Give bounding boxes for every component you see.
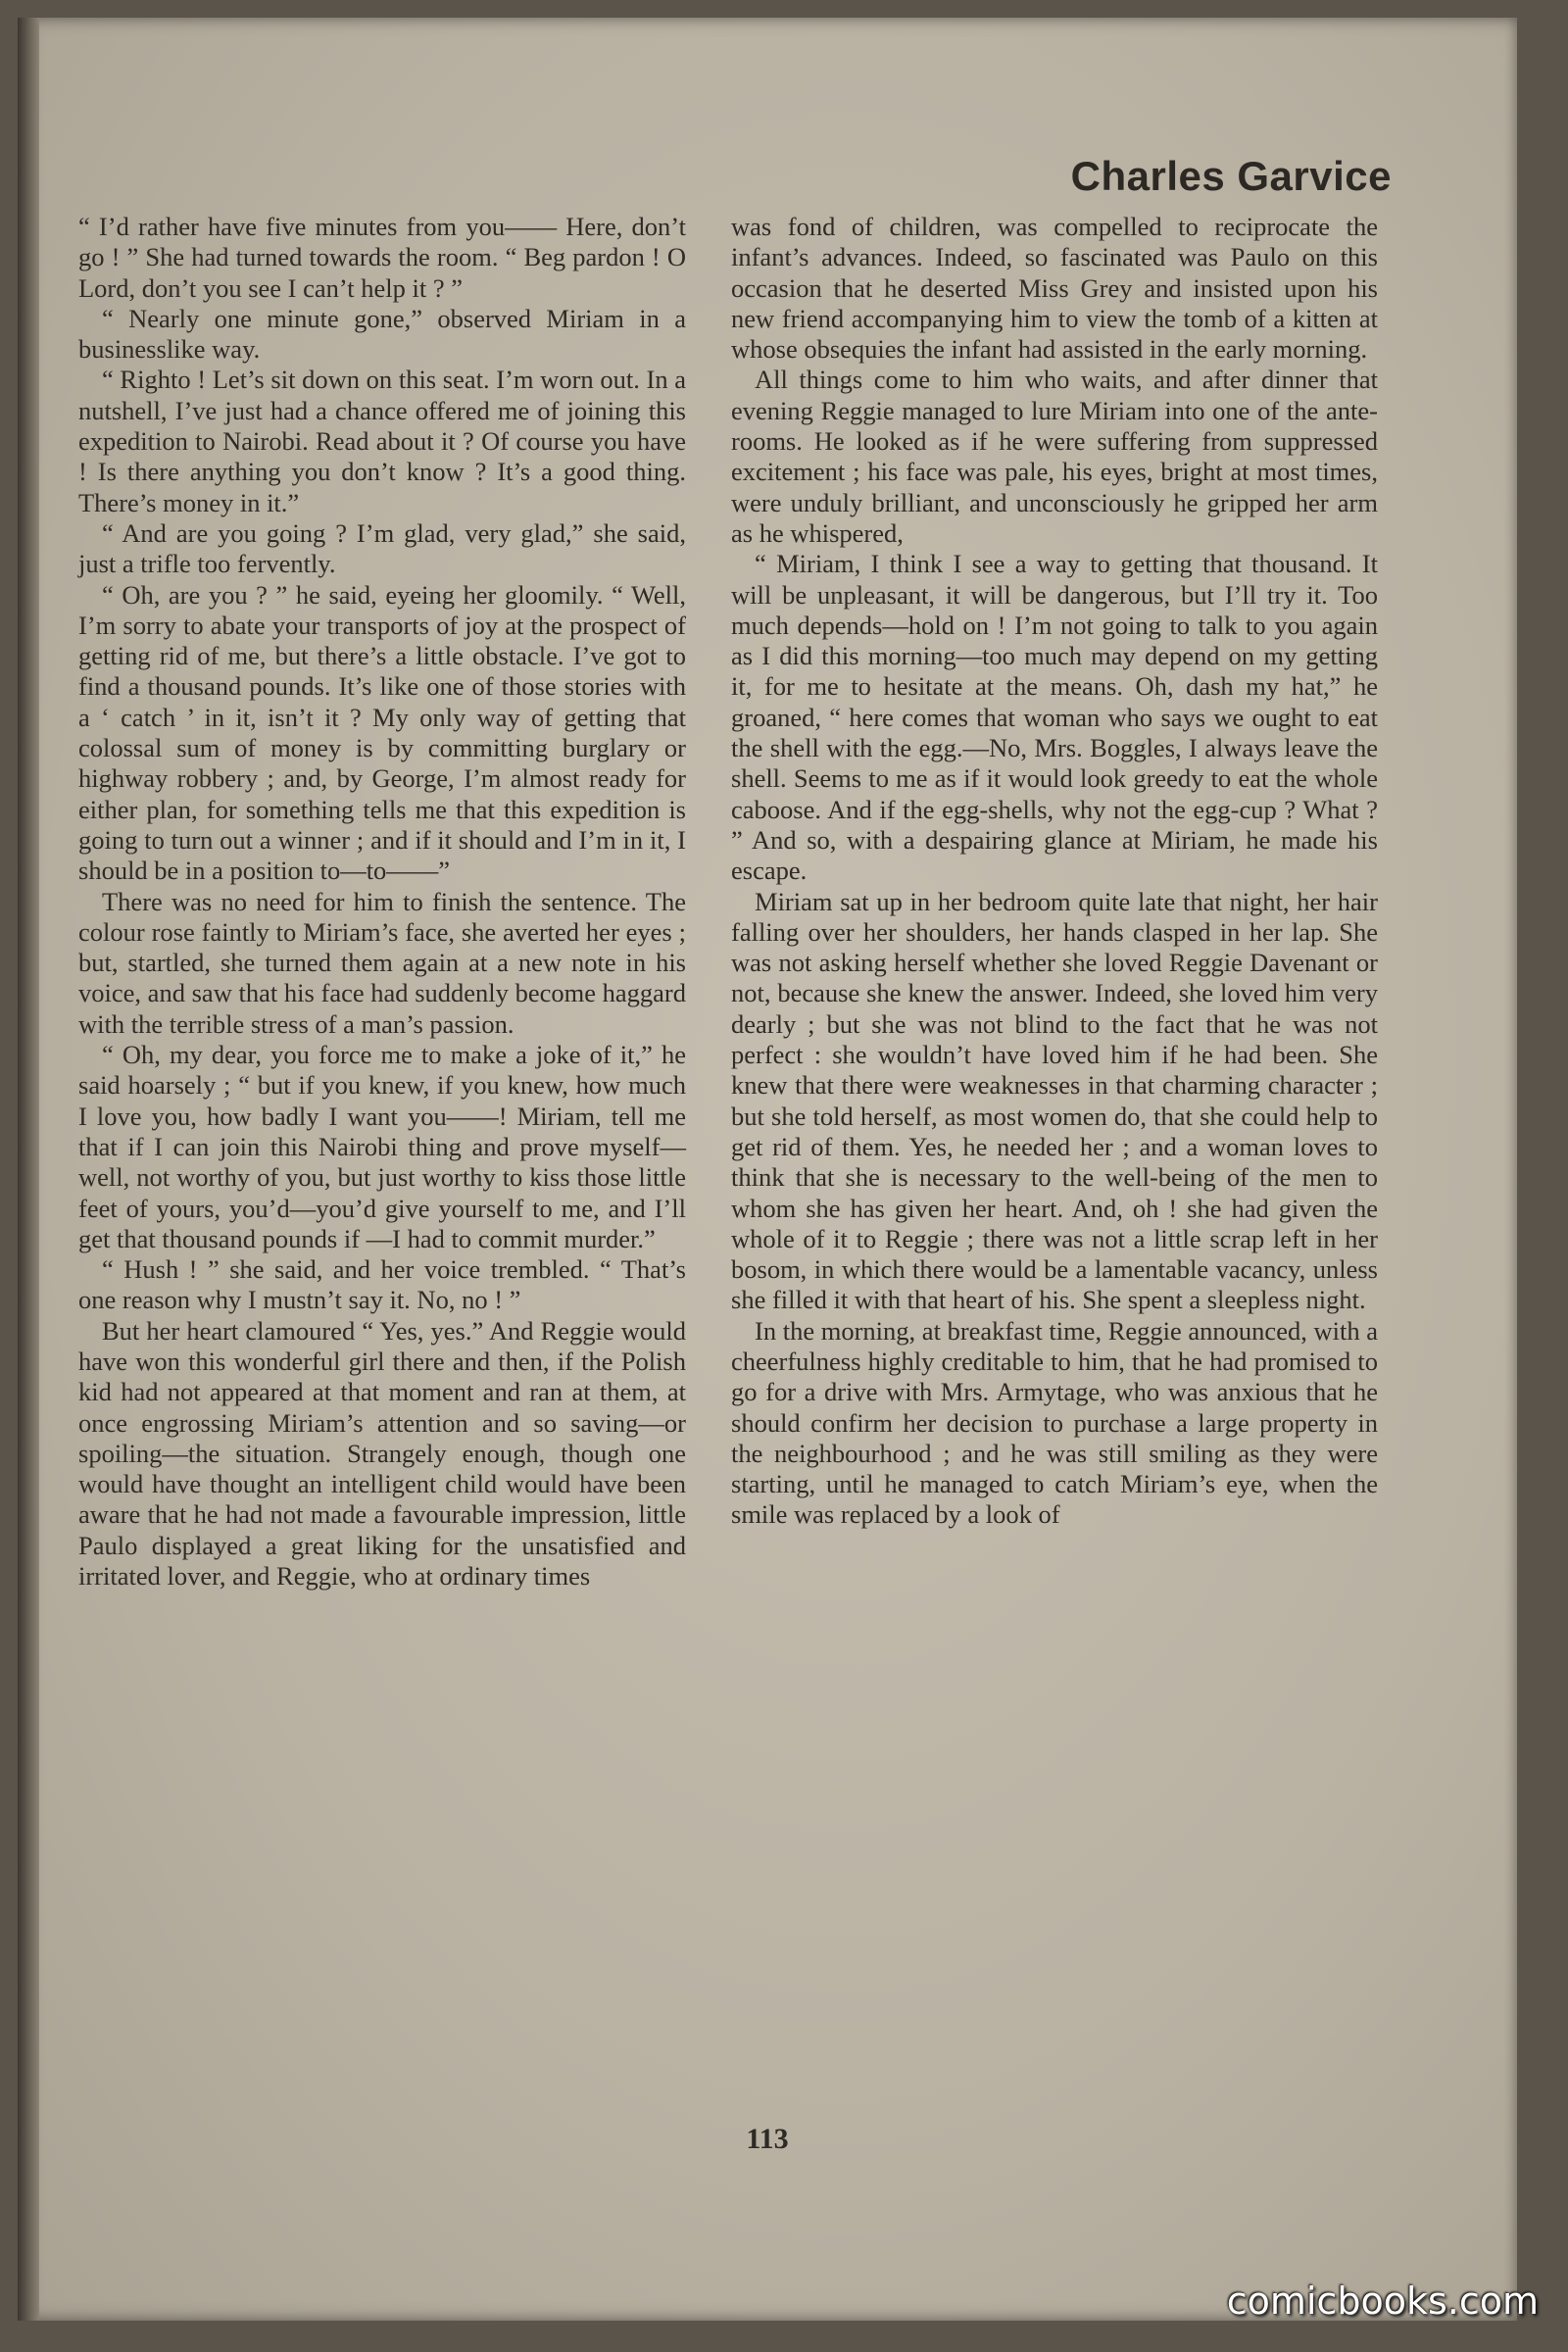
magazine-page [18,18,1517,2321]
left-column [78,212,686,1592]
paragraph: “ Oh, are you ? ” he said, eyeing her gloomily. “ Well, I’m sorry to abate your transports of joy at the prospect of getting rid of me, but there’s a little obstacle. I’ve got to find a thousand pounds. It’s like one of those stories with a ‘ catch ’ in it, isn’t it ? My only way of getting that colossal sum of money is by committing burglary or highway robbery ; and, by George, I’m almost ready for either plan, for something tells me that this expedition is going to turn out a winner ; and if it should and I’m in it, I should be in a position to—to——” [78,579,686,886]
paragraph: “ Hush ! ” she said, and her voice trembled. “ That’s one reason why I mustn’t say it. No, no ! ” [78,1254,686,1315]
right-column [731,212,1378,1531]
paragraph: “ Righto ! Let’s sit down on this seat. I’m worn out. In a nutshell, I’ve just had a chance offered me of joining this expedition to Nairobi. Read about it ? Of course you have ! Is there anything you don’t know ? It’s a good thing. There’s money in it.” [78,365,686,517]
paragraph: “ Oh, my dear, you force me to make a joke of it,” he said hoarsely ; “ but if you knew, if you knew, how much I love you, how badly I want you——! Miriam, tell me that if I can join this Nairobi thing and prove myself—well, not worthy of you, but just worthy to kiss those little feet of yours, you’d—you’d give yourself to me, and I’ll get that thousand pounds if —I had to commit murder.” [78,1040,686,1253]
paragraph: was fond of children, was compelled to reciprocate the infant’s advances. Indeed, so fascinated was Paulo on this occasion that he deserted Miss Grey and insisted upon his new friend accompanying him to view the tomb of a kitten at whose obsequies the infant had assisted in the early morning. [731,212,1378,365]
paragraph: “ And are you going ? I’m glad, very glad,” she said, just a trifle too fervently. [78,517,686,579]
paragraph: “ Miriam, I think I see a way to getting that thousand. It will be unpleasant, it will be dangerous, but I’ll try it. Too much depends—hold on ! I’m not going to talk to you again as I did this morning—too much may depend on my getting it, for me to hesitate at the means. Oh, dash my hat,” he groaned, “ here comes that woman who says we ought to eat the shell with the egg.—No, Mrs. Boggles, I always leave the shell. Seems to me as if it would look greedy to eat the whole caboose. And if the egg-shells, why not the egg-cup ? What ? ” And so, with a despairing glance at Miriam, he made his escape. [731,549,1378,886]
paragraph: “ Nearly one minute gone,” observed Miriam in a businesslike way. [78,303,686,365]
paragraph: “ I’d rather have five minutes from you—— Here, don’t go ! ” She had turned towards the room. “ Beg pardon ! O Lord, don’t you see I can’t help it ? ” [78,212,686,303]
page-binding-shadow [18,18,39,2321]
paragraph: In the morning, at breakfast time, Reggie announced, with a cheerfulness highly creditable to him, that he had promised to go for a drive with Mrs. Armytage, who was anxious that he should confirm her decision to purchase a large property in the neighbourhood ; and he was still smiling as they were starting, until he managed to catch Miriam’s eye, when the smile was replaced by a look of [731,1315,1378,1530]
watermark-text: comicbooks.com [1226,2279,1539,2323]
paragraph: Miriam sat up in her bedroom quite late that night, her hair falling over her shoulders, her hands clasped in her lap. She was not asking herself whether she loved Reggie Davenant or not, because she knew the answer. Indeed, she loved him very dearly ; but she was not blind to the fact that he was not perfect : she wouldn’t have loved him if he had been. She knew that there were weaknesses in that charming character ; but she told herself, as most women do, that she could help to get rid of them. Yes, he needed her ; and a woman loves to think that she is necessary to the well-being of the men to whom she has given her heart. And, oh ! she had given the whole of it to Reggie ; there was not a little scrap left in her bosom, in which there would be a lamentable vacancy, unless she filled it with that heart of his. She spent a sleepless night. [731,886,1378,1315]
paragraph: There was no need for him to finish the sentence. The colour rose faintly to Miriam’s face, she averted her eyes ; but, startled, she turned them again at a new note in his voice, and saw that his face had suddenly become haggard with the terrible stress of a man’s passion. [78,886,686,1039]
running-title: Charles Garvice [1070,153,1392,199]
paragraph: But her heart clamoured “ Yes, yes.” And Reggie would have won this wonderful girl there and then, if the Polish kid had not appeared at that moment and ran at them, at once engrossing Miriam’s attention and so saving—or spoiling—the situation. Strangely enough, though one would have thought an intelligent child would have been aware that he had not made a favourable impression, little Paulo displayed a great liking for the unsatisfied and irritated lover, and Reggie, who at ordinary times [78,1315,686,1592]
page-number: 113 [746,2123,789,2155]
paragraph: All things come to him who waits, and after dinner that evening Reggie managed to lure Miriam into one of the ante-rooms. He looked as if he were suffering from suppressed excitement ; his face was pale, his eyes, bright at most times, were unduly brilliant, and unconsciously he gripped her arm as he whispered, [731,365,1378,548]
